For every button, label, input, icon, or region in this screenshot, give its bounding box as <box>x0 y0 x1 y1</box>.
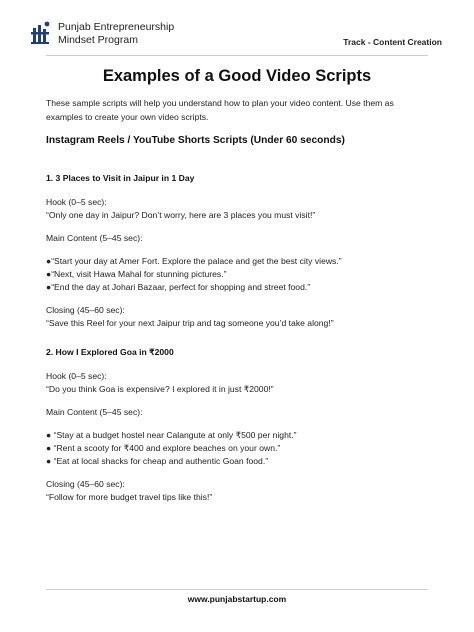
script2-heading: 2. How I Explored Goa in ₹2000 <box>46 347 174 357</box>
script1-hook-label: Hook (0–5 sec): <box>46 197 107 207</box>
script2-bullet: ● “Stay at a budget hostel near Calangute at only ₹500 per night.” <box>46 430 297 440</box>
script1-heading: 1. 3 Places to Visit in Jaipur in 1 Day <box>46 173 195 183</box>
intro-line: These sample scripts will help you understand how to plan your video content. Use them as <box>46 98 394 108</box>
script1-hook-text: “Only one day in Jaipur? Don’t worry, here are 3 places you must visit!” <box>46 210 316 220</box>
footer-website: www.punjabstartup.com <box>187 594 287 604</box>
intro-paragraph <box>46 96 430 124</box>
program-logo-icon <box>30 20 52 46</box>
footer-divider <box>46 589 428 590</box>
script1-bullet: ●“End the day at Johari Bazaar, perfect for shopping and street food.” <box>46 282 311 292</box>
organization-name <box>58 21 174 47</box>
script2-bullet: ● “Rent a scooty for ₹400 and explore beaches on your own.” <box>46 443 281 453</box>
section-title: Instagram Reels / YouTube Shorts Scripts (Under 60 seconds) <box>46 135 345 146</box>
script1-closing-label: Closing (45–60 sec): <box>46 305 125 315</box>
script1-bullet: ●“Start your day at Amer Fort. Explore the palace and get the best city views.” <box>46 256 342 266</box>
script2-bullet: ● “Eat at local shacks for cheap and authentic Goan food.” <box>46 456 269 466</box>
header-divider <box>46 55 428 56</box>
organization-name-line1: Punjab Entrepreneurship <box>58 21 175 33</box>
track-label: Track - Content Creation <box>343 37 442 47</box>
script2-hook-text: “Do you think Goa is expensive? I explored it in just ₹2000!” <box>46 384 274 394</box>
script1-main-label: Main Content (5–45 sec): <box>46 233 143 243</box>
script1-closing-text: “Save this Reel for your next Jaipur trip and tag someone you’d take along!” <box>46 318 334 328</box>
script2-closing-text: “Follow for more budget travel tips like this!” <box>46 492 213 502</box>
script2-main-label: Main Content (5–45 sec): <box>46 407 143 417</box>
organization-name-line2: Mindset Program <box>58 34 138 46</box>
page-title: Examples of a Good Video Scripts <box>102 67 372 85</box>
intro-line: examples to create your own video scripts. <box>46 112 209 122</box>
page-header <box>28 18 446 54</box>
script2-closing-label: Closing (45–60 sec): <box>46 479 125 489</box>
script1-bullet: ●“Next, visit Hawa Mahal for stunning pictures.” <box>46 269 227 279</box>
script2-hook-label: Hook (0–5 sec): <box>46 371 107 381</box>
